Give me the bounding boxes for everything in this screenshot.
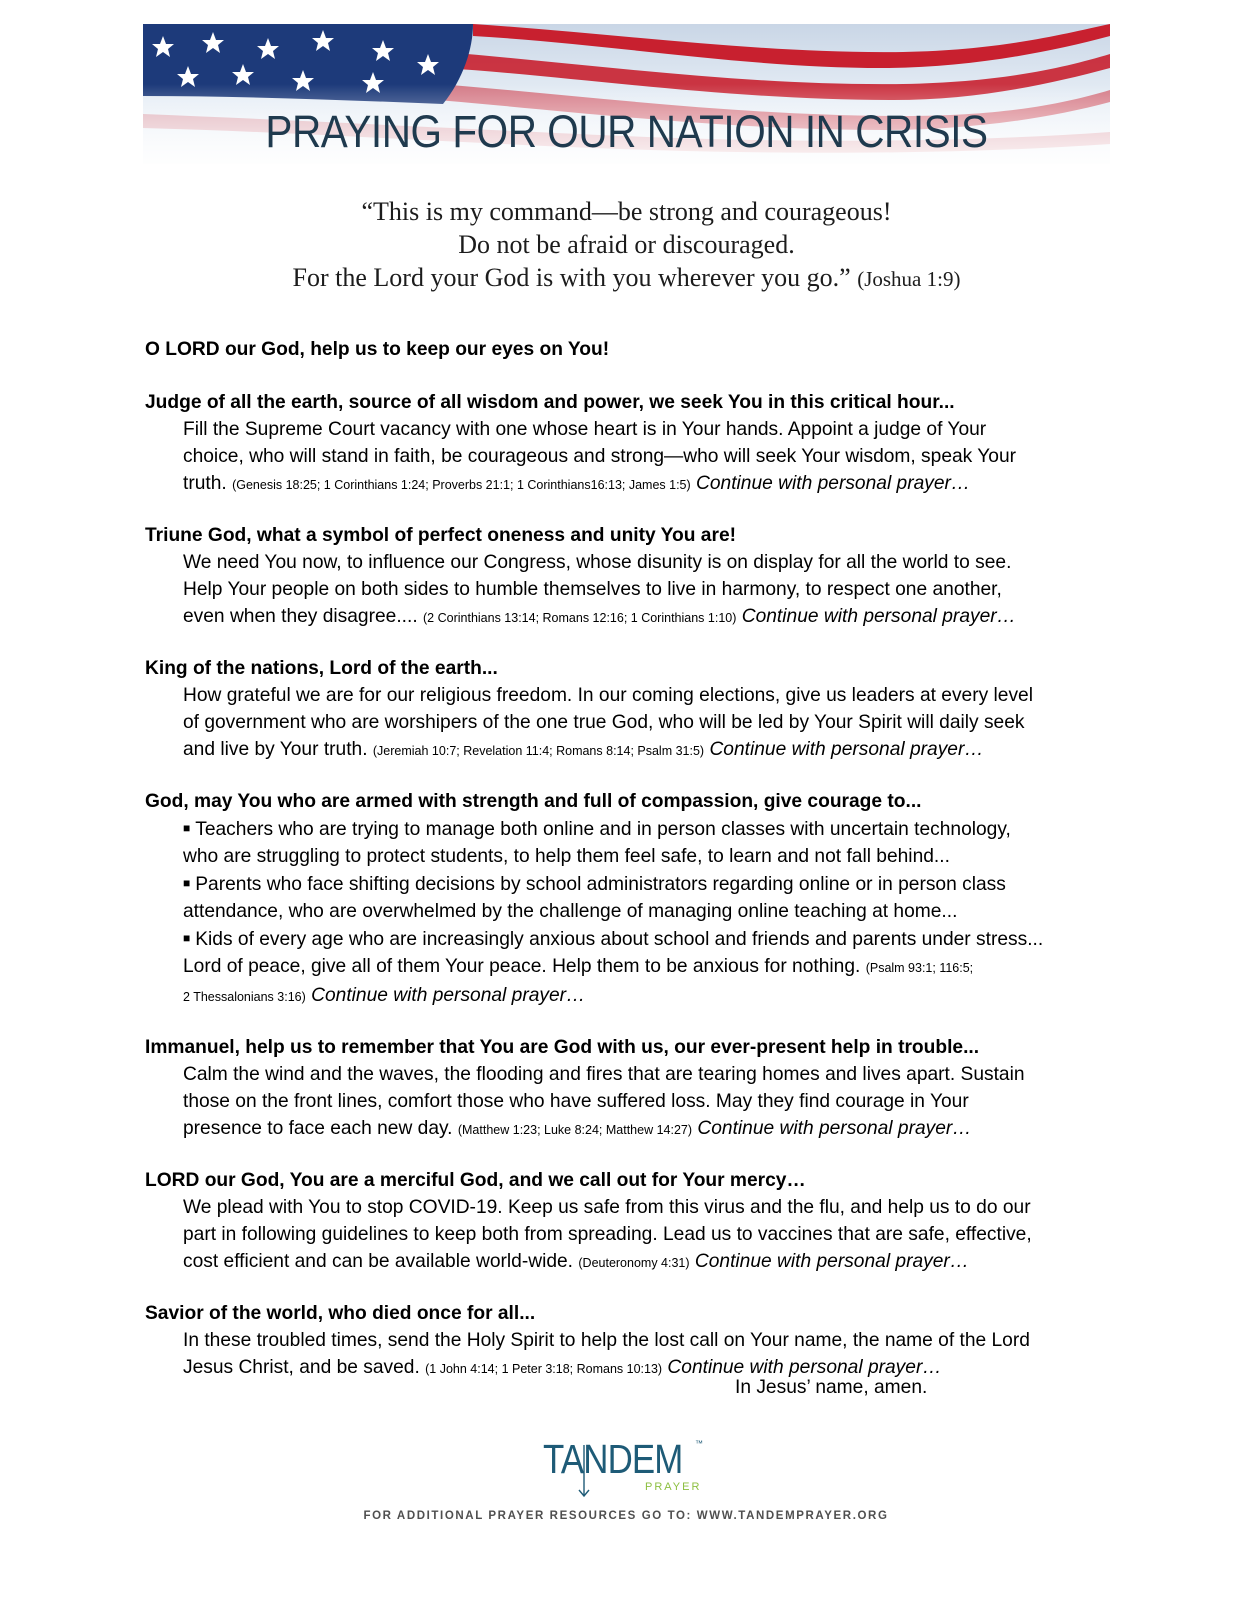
section-heading: King of the nations, Lord of the earth...	[145, 658, 498, 679]
prayer-section	[145, 1300, 1125, 1383]
closing-amen: In Jesus’ name, amen.	[735, 1377, 928, 1398]
section-heading: LORD our God, You are a merciful God, and we call out for Your mercy…	[145, 1170, 806, 1191]
section-text	[183, 1327, 1125, 1383]
text-line: Calm the wind and the waves, the flooding and fires that are tearing homes and lives apart. Sustain	[183, 1064, 1025, 1085]
prayer-section	[145, 389, 1125, 499]
section-heading: Savior of the world, who died once for all...	[145, 1303, 536, 1324]
logo-arrow-icon	[578, 1443, 590, 1499]
text-line: those on the front lines, comfort those who have suffered loss. May they find courage in Your	[183, 1091, 969, 1112]
trademark-symbol: ™	[695, 1439, 703, 1448]
text-fragment: presence to face each new day.	[183, 1118, 453, 1139]
text-fragment: Lord of peace, give all of them Your peace. Help them to be anxious for nothing.	[183, 956, 861, 977]
continue-prompt: Continue with personal prayer…	[694, 1251, 969, 1272]
text-line: In these troubled times, send the Holy Spirit to help the lost call on Your name, the name of the Lord	[183, 1330, 1030, 1351]
scripture-verse	[143, 195, 1110, 296]
section-text	[183, 1061, 1125, 1144]
bullet-square-icon: ■	[183, 931, 191, 945]
verse-line	[143, 261, 1110, 296]
section-heading: Immanuel, help us to remember that You are God with us, our ever-present help in trouble...	[145, 1037, 980, 1058]
scripture-citation: (Matthew 1:23; Luke 8:24; Matthew 14:27)	[457, 1123, 693, 1137]
text-line: part in following guidelines to keep both from spreading. Lead us to vaccines that are safe, effective,	[183, 1224, 1032, 1245]
prayer-section	[145, 788, 1125, 1011]
scripture-citation: 2 Thessalonians 3:16)	[183, 990, 306, 1004]
bullet-line	[183, 815, 1125, 843]
section-text	[183, 1194, 1125, 1277]
opening-line: O LORD our God, help us to keep our eyes on You!	[145, 339, 610, 360]
section-heading: God, may You who are armed with strength and full of compassion, give courage to...	[145, 791, 922, 812]
bullet-item	[183, 925, 1125, 953]
text-fragment: even when they disagree....	[183, 606, 418, 627]
verse-reference: (Joshua 1:9)	[857, 267, 961, 291]
logo-wordmark: TANDEM	[543, 1436, 683, 1482]
continue-prompt: Continue with personal prayer…	[311, 985, 586, 1006]
bullet-square-icon: ■	[183, 821, 191, 835]
continue-prompt: Continue with personal prayer…	[696, 473, 971, 494]
continue-prompt: Continue with personal prayer…	[741, 606, 1016, 627]
continue-prompt: Continue with personal prayer…	[709, 739, 984, 760]
footer-resources-link[interactable]: FOR ADDITIONAL PRAYER RESOURCES GO TO: WWW.TANDEMPRAYER.ORG	[363, 1510, 889, 1522]
continue-prompt: Continue with personal prayer…	[667, 1357, 942, 1378]
verse-line-text: For the Lord your God is with you wherever you go.”	[292, 263, 851, 292]
section-heading: Triune God, what a symbol of perfect oneness and unity You are!	[145, 525, 737, 546]
scripture-citation: (2 Corinthians 13:14; Romans 12:16; 1 Corinthians 1:10)	[423, 611, 737, 625]
verse-line: “This is my command—be strong and courageous!	[361, 197, 892, 226]
scripture-citation: (Psalm 93:1; 116:5;	[865, 961, 974, 975]
text-line: We need You now, to influence our Congress, whose disunity is on display for all the world to see.	[183, 552, 1012, 573]
text-line	[183, 603, 1125, 632]
bullet-line: who are struggling to protect students, to help them feel safe, to learn and not fall behind...	[183, 846, 950, 867]
page-title: PRAYING FOR OUR NATION IN CRISIS	[265, 106, 988, 157]
scripture-citation: (1 John 4:14; 1 Peter 3:18; Romans 10:13)	[425, 1362, 663, 1376]
text-line	[183, 470, 1125, 499]
text-line: How grateful we are for our religious freedom. In our coming elections, give us leaders at every level	[183, 685, 1033, 706]
text-line: Fill the Supreme Court vacancy with one whose heart is in Your hands. Appoint a judge of Your	[183, 419, 987, 440]
tandem-prayer-logo	[543, 1437, 703, 1497]
bullet-line: attendance, who are overwhelmed by the challenge of managing online teaching at home...	[183, 901, 958, 922]
bullet-item	[183, 815, 1125, 870]
bullet-square-icon: ■	[183, 876, 191, 890]
bullet-line	[183, 870, 1125, 898]
section-text	[183, 549, 1125, 632]
bullet-text: Parents who face shifting decisions by school administrators regarding online or in person class	[195, 874, 1006, 895]
text-line: of government who are worshipers of the one true God, who will be led by Your Spirit will daily seek	[183, 712, 1025, 733]
prayer-section	[145, 522, 1125, 632]
text-line	[183, 736, 1125, 765]
continue-prompt: Continue with personal prayer…	[697, 1118, 972, 1139]
text-fragment: Jesus Christ, and be saved.	[183, 1357, 420, 1378]
logo-subtitle: PRAYER	[645, 1481, 702, 1493]
bullet-line	[183, 925, 1125, 953]
header-banner	[143, 24, 1110, 164]
section-text	[183, 682, 1125, 765]
bullet-text: Teachers who are trying to manage both online and in person classes with uncertain technology,	[195, 819, 1011, 840]
prayer-section	[145, 1034, 1125, 1144]
scripture-citation: (Deuteronomy 4:31)	[578, 1256, 690, 1270]
section-text	[183, 953, 1125, 1011]
scripture-citation: (Jeremiah 10:7; Revelation 11:4; Romans 8:14; Psalm 31:5)	[372, 744, 705, 758]
text-fragment: cost efficient and can be available world-wide.	[183, 1251, 574, 1272]
text-line	[183, 953, 1125, 982]
text-line	[183, 1115, 1125, 1144]
text-line	[183, 982, 1125, 1011]
section-text	[183, 416, 1125, 499]
scripture-citation: (Genesis 18:25; 1 Corinthians 1:24; Proverbs 21:1; 1 Corinthians16:13; James 1:5)	[232, 478, 691, 492]
prayer-section	[145, 655, 1125, 765]
prayer-body	[145, 336, 1125, 1406]
text-line: Help Your people on both sides to humble themselves to live in harmony, to respect one another,	[183, 579, 1002, 600]
text-line	[183, 1354, 1125, 1383]
text-line: We plead with You to stop COVID-19. Keep us safe from this virus and the flu, and help us to do our	[183, 1197, 1031, 1218]
text-fragment: truth.	[183, 473, 227, 494]
section-heading: Judge of all the earth, source of all wisdom and power, we seek You in this critical hour...	[145, 392, 955, 413]
prayer-section	[145, 1167, 1125, 1277]
bullet-item	[183, 870, 1125, 925]
bullet-text: Kids of every age who are increasingly anxious about school and friends and parents under stress...	[195, 929, 1044, 950]
text-line: choice, who will stand in faith, be courageous and strong—who will seek Your wisdom, speak Your	[183, 446, 1017, 467]
text-fragment: and live by Your truth.	[183, 739, 368, 760]
text-line	[183, 1248, 1125, 1277]
verse-line: Do not be afraid or discouraged.	[458, 230, 795, 259]
